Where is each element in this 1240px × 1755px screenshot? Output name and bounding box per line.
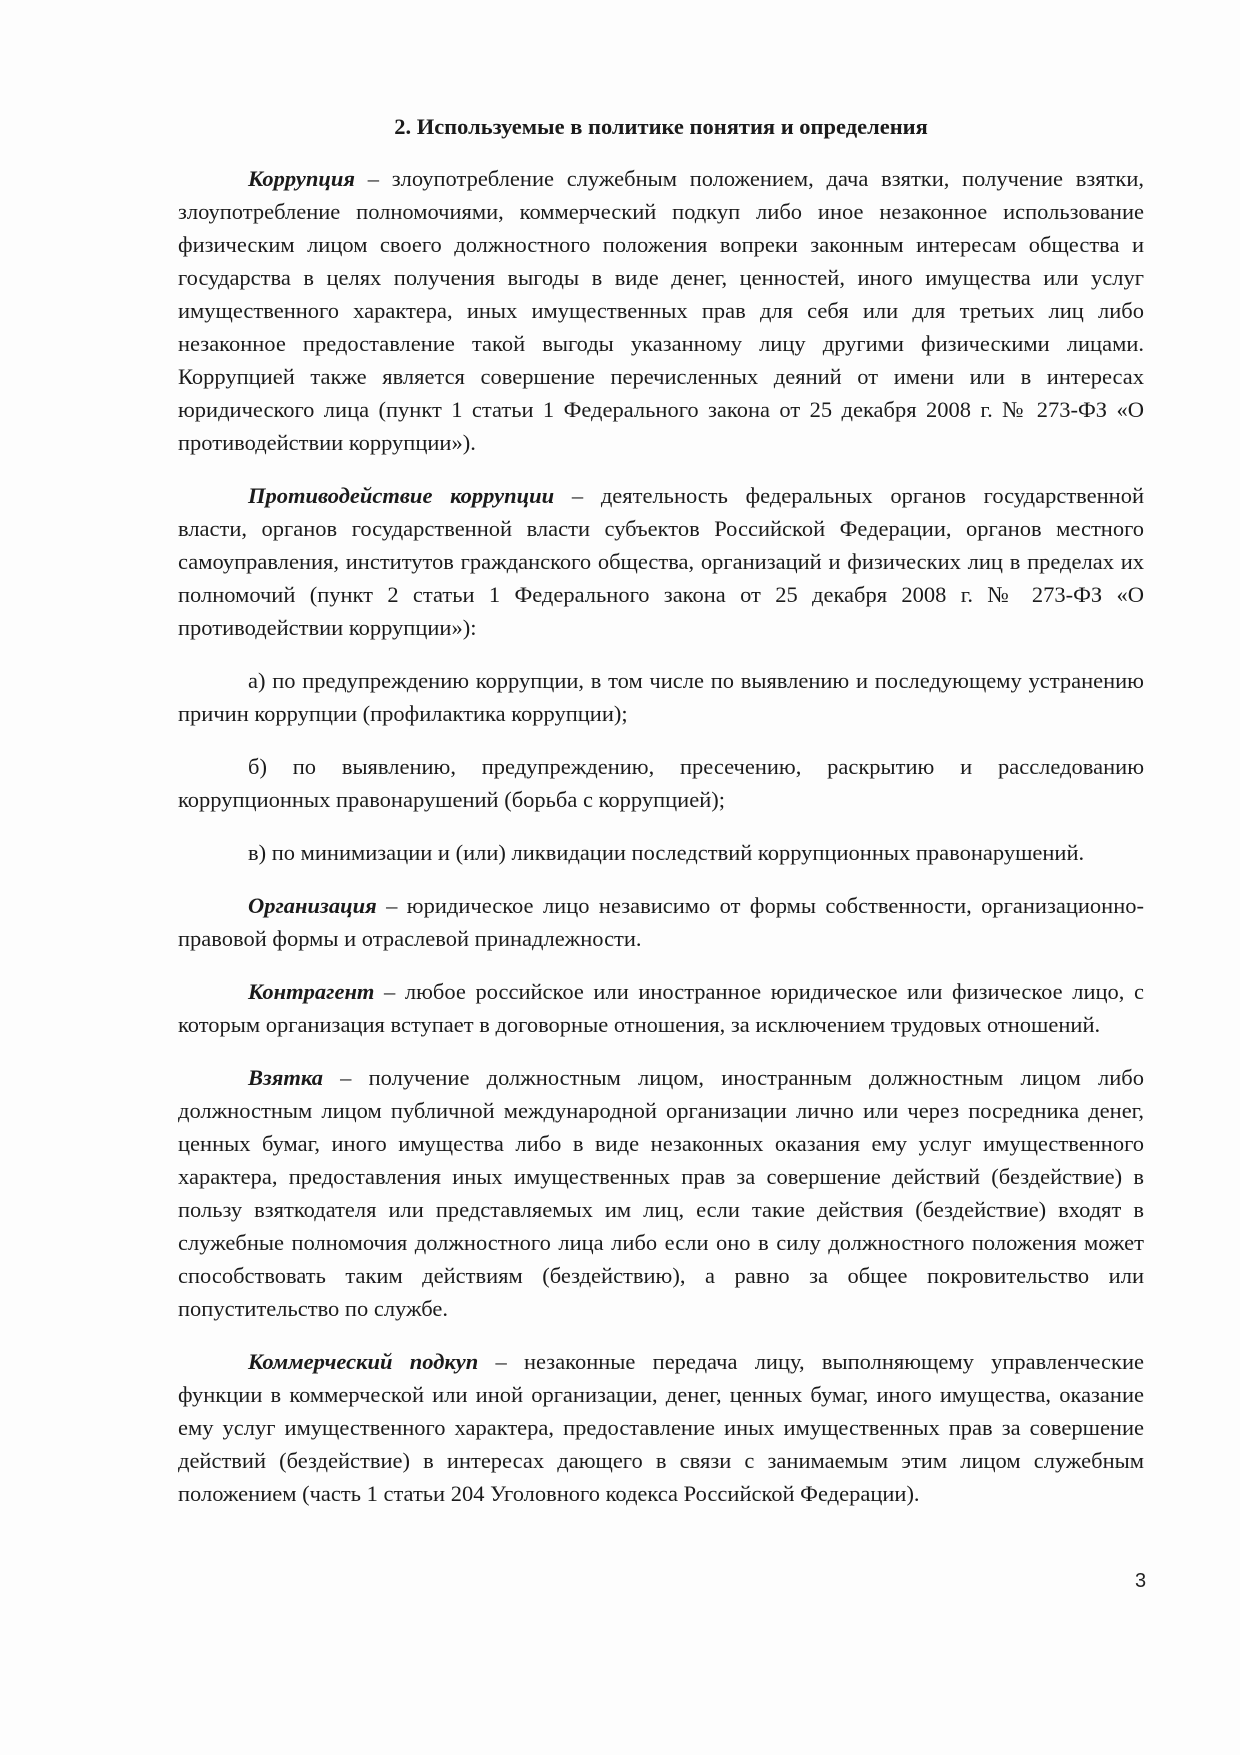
definition-text: – получение должностным лицом, иностранным должностным лицом либо должностным лицом публичной международной организации лично или через посредника денег, ценных бумаг, иного имущества либо в виде незаконных оказания ему услуг имущественного характера, предоставления иных имущественных прав за совершение действий (бездействие) в пользу взяткодателя или представляемых им лиц, если такие действия (бездействие) входят в служебные полномочия должностного лица либо если оно в силу должностного положения может способствовать таким действиям (бездействию), а равно за общее покровительство или попустительство по службе. <box>178 1065 1144 1321</box>
definition-organization <box>178 889 1144 955</box>
term-label: Коммерческий подкуп <box>248 1349 479 1374</box>
definition-text: – злоупотребление служебным положением, дача взятки, получение взятки, злоупотребление полномочиями, коммерческий подкуп либо иное незаконное использование физическим лицом своего должностного положения вопреки законным интересам общества и государства в целях получения выгоды в виде денег, ценностей, иного имущества или услуг имущественного характера, иных имущественных прав для себя или для третьих лиц либо незаконное предоставление такой выгоды указанному лицу другими физическими лицами. Коррупцией также является совершение перечисленных деяний от имени или в интересах юридического лица (пункт 1 статьи 1 Федерального закона от 25 декабря 2008 г. № 273-ФЗ «О противодействии коррупции»). <box>178 166 1144 455</box>
definition-text: – любое российское или иностранное юридическое или физическое лицо, с которым организация вступает в договорные отношения, за исключением трудовых отношений. <box>178 979 1144 1037</box>
list-item-a <box>178 664 1144 730</box>
definition-corruption <box>178 162 1144 459</box>
list-item-b <box>178 750 1144 816</box>
page-number: 3 <box>1135 1570 1147 1592</box>
definition-text: – незаконные передача лицу, выполняющему управленческие функции в коммерческой или иной организации, денег, ценных бумаг, иного имущества, оказание ему услуг имущественного характера, предоставление иных имущественных прав за совершение действий (бездействие) в интересах дающего в связи с занимаемым этим лицом служебным положением (часть 1 статьи 204 Уголовного кодекса Российской Федерации). <box>178 1349 1144 1506</box>
definition-bribe <box>178 1061 1144 1325</box>
list-item-c <box>178 836 1144 869</box>
definition-commercial-bribery <box>178 1345 1144 1510</box>
list-item-text: б) по выявлению, предупреждению, пресечению, раскрытию и расследованию коррупционных правонарушений (борьба с коррупцией); <box>178 754 1144 812</box>
term-label: Коррупция <box>248 166 355 191</box>
definition-counterparty <box>178 975 1144 1041</box>
document-body <box>178 112 1144 1530</box>
list-item-text: а) по предупреждению коррупции, в том числе по выявлению и последующему устранению причин коррупции (профилактика коррупции); <box>178 668 1144 726</box>
definition-text: – юридическое лицо независимо от формы собственности, организационно-правовой формы и отраслевой принадлежности. <box>178 893 1144 951</box>
term-label: Контрагент <box>248 979 375 1004</box>
list-item-text: в) по минимизации и (или) ликвидации последствий коррупционных правонарушений. <box>248 840 1085 865</box>
term-label: Организация <box>248 893 377 918</box>
term-label: Противодействие коррупции <box>248 483 555 508</box>
section-heading: 2. Используемые в политике понятия и определения <box>394 114 928 139</box>
definition-text: – деятельность федеральных органов государственной власти, органов государственной власти субъектов Российской Федерации, органов местного самоуправления, институтов гражданского общества, организаций и физических лиц в пределах их полномочий (пункт 2 статьи 1 Федерального закона от 25 декабря 2008 г. № 273-ФЗ «О противодействии коррупции»): <box>178 483 1145 640</box>
definition-anti-corruption <box>178 479 1144 644</box>
term-label: Взятка <box>248 1065 323 1090</box>
